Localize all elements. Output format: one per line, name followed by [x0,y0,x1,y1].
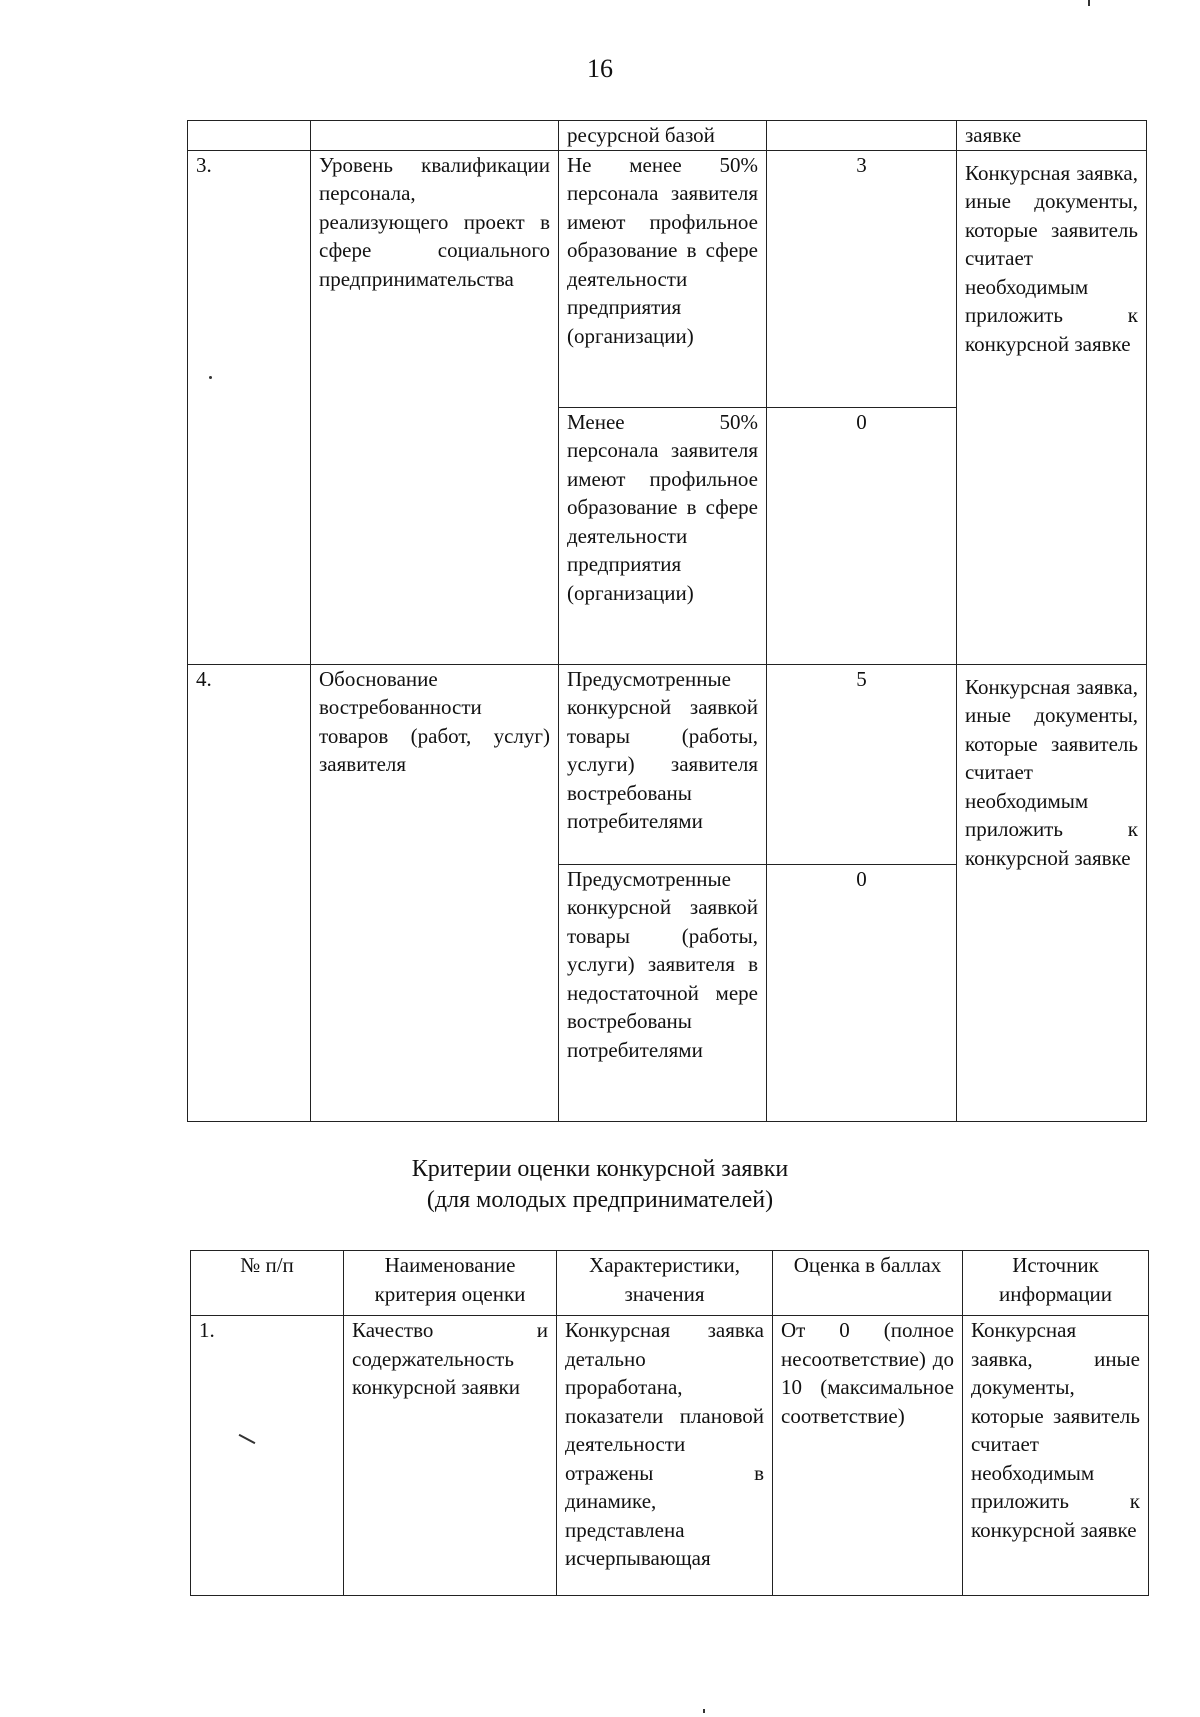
scan-speck [209,376,212,379]
header-characteristic: Характеристики, значения [557,1251,773,1316]
section-heading [0,1154,1200,1216]
cell-characteristic: Предусмотренные конкурсной заявкой товары (работы, услуги) заявителя востребованы потребителями [559,664,767,864]
cell-number: 3. [188,150,311,664]
scan-speck [703,1709,705,1713]
cell-score: 3 [767,150,957,407]
header-score: Оценка в баллах [773,1251,963,1316]
cell-source: Конкурсная заявка, иные документы, которые заявитель считает необходимым приложить к конкурсной заявке [963,1316,1149,1596]
cell-criterion: Уровень квалификации персонала, реализующего проект в сфере социального предпринимательства [311,150,559,664]
cell-criterion: Обоснование востребованности товаров (работ, услуг) заявителя [311,664,559,1121]
cell-score: От 0 (полное несоответствие) до 10 (максимальное соответствие) [773,1316,963,1596]
cell-characteristic: Менее 50% персонала заявителя имеют профильное образование в сфере деятельности предприятия (организации) [559,407,767,664]
page-number: 16 [587,54,613,83]
cell-number: 4. [188,664,311,1121]
cell-number [188,121,311,151]
cell-score: 0 [767,864,957,1121]
cell-characteristic: Конкурсная заявка детально проработана, показатели плановой деятельности отражены в динамике, представлена исчерпывающая [557,1316,773,1596]
cell-score [767,121,957,151]
scan-speck [1088,0,1090,6]
cell-score: 5 [767,664,957,864]
table-row [188,664,1147,864]
criteria-table-young-entrepreneurs [190,1250,1149,1596]
header-source: Источник информации [963,1251,1149,1316]
cell-source: Конкурсная заявка, иные документы, которые заявитель считает необходимым приложить к конкурсной заявке [957,150,1147,664]
cell-criterion [311,121,559,151]
section-heading-title: Критерии оценки конкурсной заявки [411,1156,789,1182]
section-heading-subtitle: (для молодых предпринимателей) [426,1187,774,1213]
cell-characteristic: Предусмотренные конкурсной заявкой товары (работы, услуги) заявителя в недостаточной мере востребованы потребителями [559,864,767,1121]
cell-source: Конкурсная заявка, иные документы, которые заявитель считает необходимым приложить к конкурсной заявке [957,664,1147,1121]
cell-score: 0 [767,407,957,664]
table-row [188,150,1147,407]
table-row [191,1316,1149,1596]
cell-criterion: Качество и содержательность конкурсной заявки [344,1316,557,1596]
header-number: № п/п [191,1251,344,1316]
cell-characteristic: ресурсной базой [559,121,767,151]
cell-number: 1. [191,1316,344,1596]
table-header-row [191,1251,1149,1316]
criteria-table-continued [187,120,1147,1122]
table-row [188,121,1147,151]
header-criterion: Наименование критерия оценки [344,1251,557,1316]
cell-characteristic: Не менее 50% персонала заявителя имеют профильное образование в сфере деятельности предприятия (организации) [559,150,767,407]
cell-source: заявке [957,121,1147,151]
